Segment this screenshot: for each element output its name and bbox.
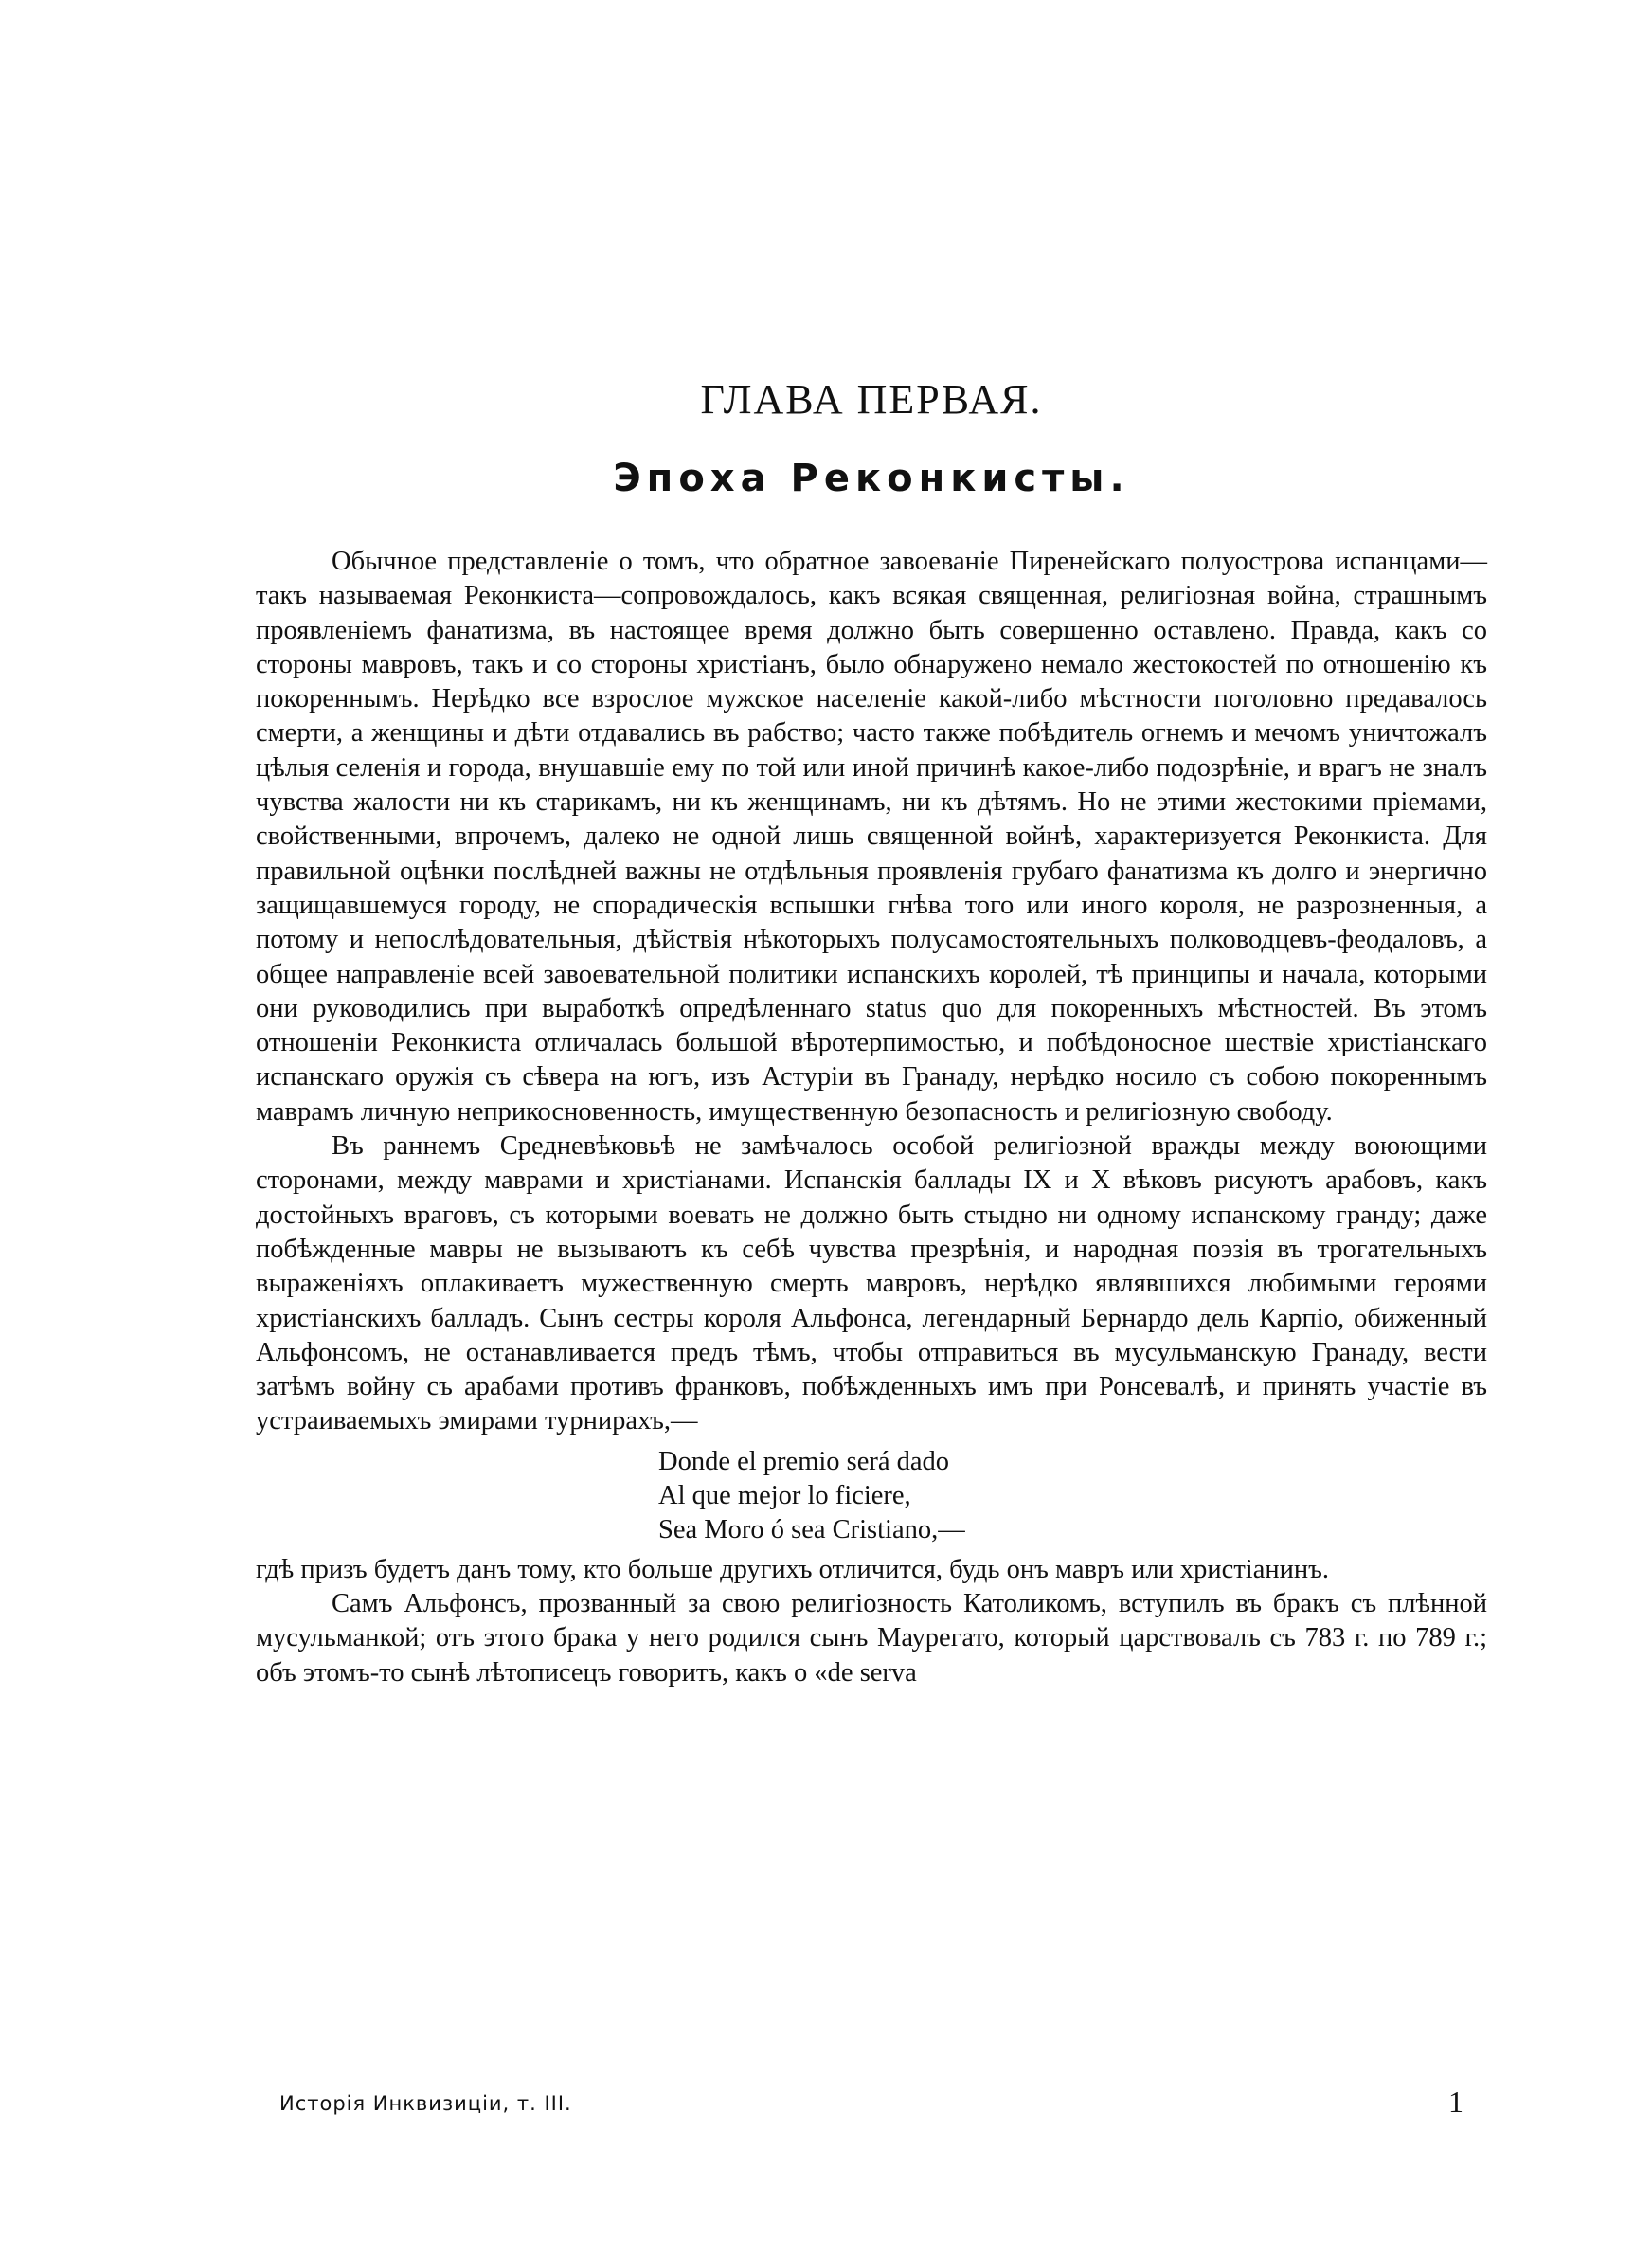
paragraph-2: Въ раннемъ Средневѣковьѣ не замѣчалось особой религіозной вражды между воюющими сторонами, между маврами и христіанами. Испанскія баллады IX и X вѣковъ рисуютъ арабовъ, какъ достойныхъ враговъ, съ которыми воевать не должно быть стыдно ни одному испанскому гранду; даже побѣжденные мавры не вызываютъ къ себѣ чувства презрѣнія, и народная поэзія въ трогательныхъ выраженіяхъ оплакиваетъ мужественную смерть мавровъ, нерѣдко являвшихся любимыми героями христіанскихъ балладъ. Сынъ сестры короля Альфонса, легендарный Бернардо дель Карпіо, обиженный Альфонсомъ, не останавливается предъ тѣмъ, чтобы отправиться въ мусульманскую Гранаду, вести затѣмъ войну съ арабами противъ франковъ, побѣжденныхъ имъ при Ронсевалѣ, и принять участіе въ устраиваемыхъ эмирами турнирахъ,— (256, 1131, 1487, 1436)
poem-line: Sea Moro ó sea Cristiano,— (658, 1514, 965, 1544)
running-footer-title: Исторія Инквизиціи, т. III. (279, 2092, 572, 2115)
poem-line: Al que mejor lo ficiere, (658, 1480, 911, 1510)
page-footer (279, 2085, 1463, 2130)
chapter-title: ГЛАВА ПЕРВАЯ. (700, 376, 1043, 423)
poem-line: Donde el premio será dado (658, 1446, 950, 1476)
poem-quote (658, 1445, 1487, 1547)
paragraph-3: Самъ Альфонсъ, прозванный за свою религіозность Католикомъ, вступилъ въ бракъ съ плѣнной мусульманкой; отъ этого брака у него родился сынъ Маурегато, который царствовалъ съ 783 г. по 789 г.; объ этомъ-то сынѣ лѣтописецъ говоритъ, какъ о «de serva (256, 1589, 1487, 1688)
page-number: 1 (1448, 2085, 1463, 2119)
paragraph-1: Обычное представленіе о томъ, что обратное завоеваніе Пиренейскаго полуострова испанцами—такъ называемая Реконкиста—сопровождалось, какъ всякая священная, религіозная война, страшнымъ проявленіемъ фанатизма, въ настоящее время должно быть совершенно оставлено. Правда, какъ со стороны мавровъ, такъ и со стороны христіанъ, было обнаружено немало жестокостей по отношенію къ покореннымъ. Нерѣдко все взрослое мужское населеніе какой-либо мѣстности поголовно предавалось смерти, а женщины и дѣти отдавались въ рабство; часто также побѣдитель огнемъ и мечомъ уничтожалъ цѣлыя селенія и города, внушавшіе ему по той или иной причинѣ какое-либо подозрѣніе, и врагъ не зналъ чувства жалости ни къ старикамъ, ни къ женщинамъ, ни къ дѣтямъ. Но не этими жестокими пріемами, свойственными, впрочемъ, далеко не одной лишь священной войнѣ, характеризуется Реконкиста. Для правильной оцѣнки послѣдней важны не отдѣльныя проявленія грубаго фанатизма къ долго и энергично защищавшемуся городу, не спорадическія вспышки гнѣва того или иного короля, не разрозненныя, а потому и непослѣдовательныя, дѣйствія нѣкоторыхъ полусамостоятельныхъ полководцевъ-феодаловъ, а общее направленіе всей завоевательной политики испанскихъ королей, тѣ принципы и начала, которыми они руководились при выработкѣ опредѣленнаго status quo для покоренныхъ мѣстностей. Въ этомъ отношеніи Реконкиста отличалась большой вѣротерпимостью, и побѣдоносное шествіе христіанскаго испанскаго оружія съ сѣвера на югъ, изъ Астуріи въ Гранаду, нерѣдко носило съ собою покореннымъ маврамъ личную неприкосновенность, имущественную безопасность и религіозную свободу. (256, 547, 1487, 1127)
chapter-subtitle: Эпоха Реконкисты. (613, 457, 1130, 500)
paragraph-continuation: гдѣ призъ будетъ данъ тому, кто больше другихъ отличится, будь онъ мавръ или христіанинъ. (256, 1554, 1329, 1584)
body-text (256, 545, 1487, 1690)
